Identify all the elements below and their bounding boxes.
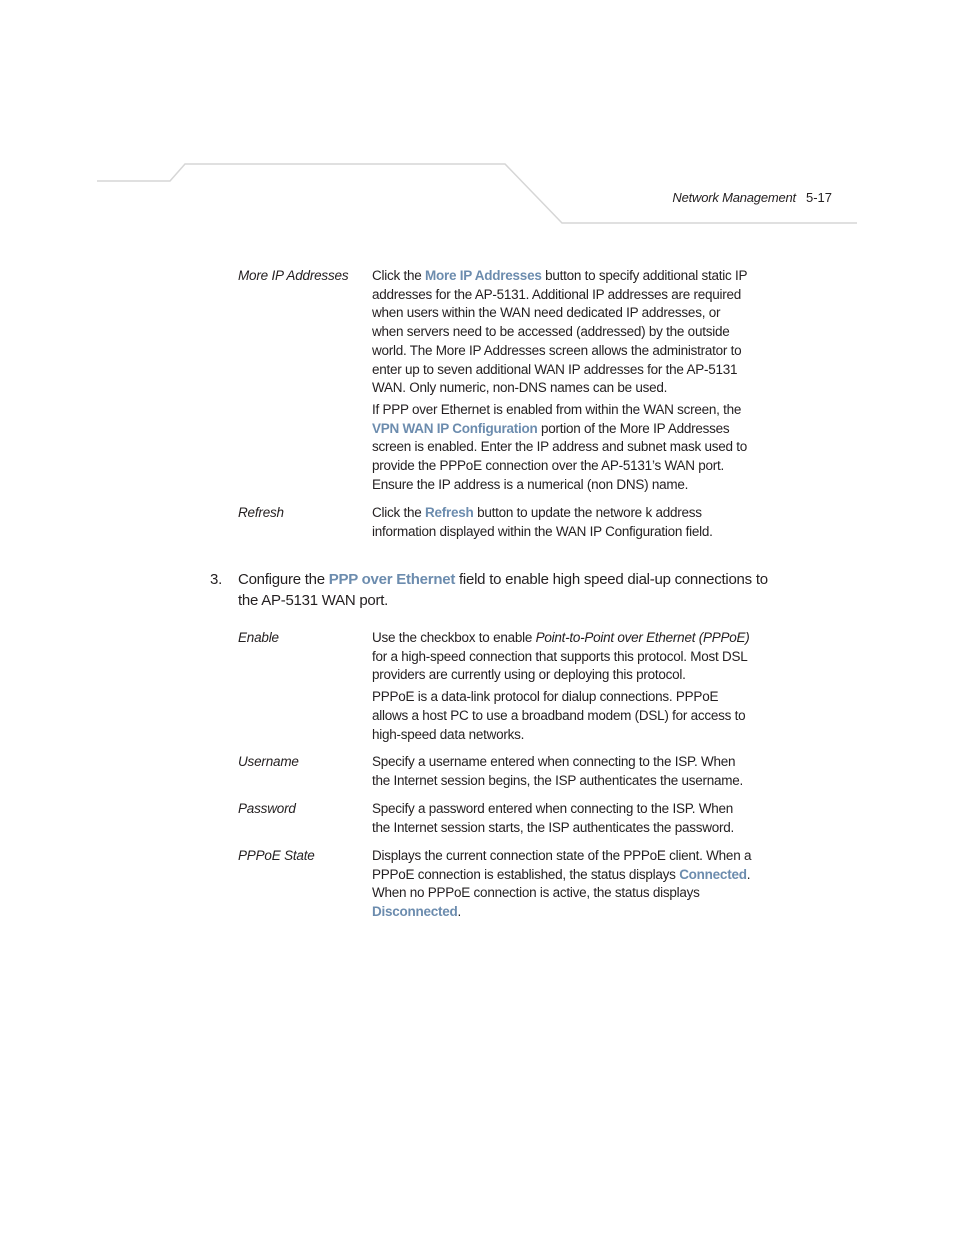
text-run: . When no PPPoE connection is active, the status displays	[372, 866, 751, 901]
text-run: portion of the More IP Addresses screen is enabled. Enter the IP address and subnet mask used to provide the PPPoE connection over the AP-5131’s WAN port. Ensure the IP address is a numerical (non DNS) name.	[372, 420, 747, 492]
text-run: If PPP over Ethernet is enabled from within the WAN screen, the	[372, 401, 742, 417]
description-paragraph	[372, 504, 752, 541]
text-run: button to update the networe k address information displayed within the WAN IP Configuration field.	[372, 505, 713, 539]
definition-term: More IP Addresses	[238, 268, 349, 283]
step-text	[238, 570, 790, 611]
ppp-over-ethernet-field-ref: PPP over Ethernet	[328, 571, 456, 588]
page-number: 5-17	[805, 190, 832, 205]
description-paragraph	[372, 800, 752, 837]
refresh-button-ref: Refresh	[425, 505, 474, 520]
text-run: button to specify additional static IP addresses for the AP-5131. Additional IP addresses are required when users within the WAN need dedicated IP addresses, or when servers need to be accessed (addressed) by the outside world. The More IP Addresses screen allows the administrator to enter up to seven additional WAN IP addresses for the AP-5131 WAN. Only numeric, non-DNS names can be used.	[372, 268, 747, 396]
description-paragraph	[372, 688, 752, 744]
more-ip-addresses-button-ref: More IP Addresses	[425, 268, 542, 283]
text-run: Specify a password entered when connecting to the ISP. When the Internet session starts, the ISP authenticates the password.	[372, 801, 734, 835]
text-run: Click the	[372, 505, 426, 520]
section-title: Network Management	[672, 190, 796, 205]
definition-description	[372, 800, 752, 840]
definition-description	[372, 504, 752, 544]
description-paragraph	[372, 267, 752, 398]
connected-status-ref: Connected	[679, 866, 747, 882]
description-paragraph	[372, 629, 752, 685]
definition-term: Enable	[238, 630, 279, 645]
text-run: Configure the	[238, 571, 329, 588]
definition-term: Password	[238, 801, 296, 816]
definition-description	[372, 847, 752, 925]
description-paragraph	[372, 847, 752, 922]
definition-term: Username	[238, 754, 299, 769]
text-run: Specify a username entered when connecting to the ISP. When the Internet session begins, the ISP authenticates the username.	[372, 754, 743, 788]
text-run: .	[457, 904, 462, 920]
definition-term: PPPoE State	[238, 848, 315, 863]
step-number: 3.	[210, 571, 223, 588]
running-head	[600, 190, 832, 205]
definition-description	[372, 629, 752, 747]
vpn-wan-ip-configuration-ref: VPN WAN IP Configuration	[372, 420, 538, 436]
text-run: field to enable high speed dial-up connections to the AP-5131 WAN port.	[238, 571, 768, 609]
pppoe-term: Point-to-Point over Ethernet (PPPoE)	[535, 630, 750, 645]
definition-description	[372, 753, 752, 793]
definition-term: Refresh	[238, 505, 284, 520]
text-run: PPPoE is a data-link protocol for dialup connections. PPPoE allows a host PC to use a broadband modem (DSL) for access to high-speed data networks.	[372, 689, 746, 742]
definition-description	[372, 267, 752, 497]
description-paragraph	[372, 753, 752, 790]
text-run: Displays the current connection state of the PPPoE client. When a PPPoE connection is established, the status displays	[372, 848, 752, 882]
text-run: Use the checkbox to enable	[372, 630, 536, 645]
text-run: Click the	[372, 268, 426, 283]
text-run: for a high-speed connection that supports this protocol. Most DSL providers are currently using or deploying this protocol.	[372, 648, 747, 683]
description-paragraph	[372, 401, 752, 495]
disconnected-status-ref: Disconnected	[372, 904, 458, 920]
